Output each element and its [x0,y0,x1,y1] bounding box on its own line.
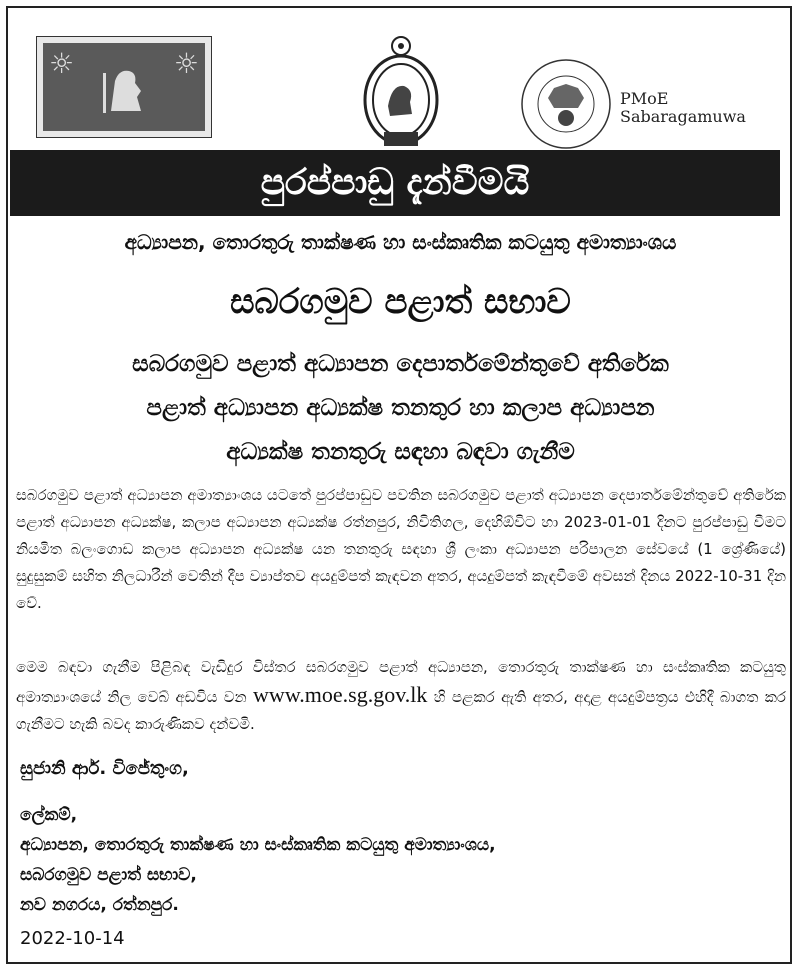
notice-heading [20,342,781,474]
sri-lanka-flag-image [36,36,212,138]
notice-paragraph-2 [16,654,786,738]
heading-line: සබරගමුව පළාත් අධ්‍යාපන දෙපාර්තමේන්තුවේ අතිරේක [132,351,669,377]
signer-name: සුජානි ආර්. විජේතුංග, [20,758,189,779]
signer-ministry: අධ්‍යාපන, තොරතුරු තාක්ෂණ හා සංස්කෘතික කටයුතු අමාත්‍යාංශය, [20,835,496,855]
pmoe-province: Sabaragamuwa [620,107,746,126]
notice-date: 2022-10-14 [20,928,125,949]
heading-line: පළාත් අධ්‍යාපන අධ්‍යක්ෂ තනතුර හා කලාප අධ්‍යාපන [146,395,655,421]
ministry-name: අධ්‍යාපන, තොරතුරු තාක්ෂණ හා සංස්කෘතික කටයුතු අමාත්‍යාංශය [124,230,677,254]
paragraph-text: හි පළකර ඇති අතර, අදාළ අයදුම්පත්‍රය එහිදී බාගත කර ගැනීමට හැකි බවද කාරුණිකව දන්වමි. [16,688,786,733]
paragraph-text: මෙම බඳවා ගැනීම පිළිබඳ වැඩිදුර විස්තර සබරගමුව පළාත් අධ්‍යාපන, තොරතුරු තාක්ෂණ හා සංස්කෘතික කටයුතු අමාත්‍යාංශයේ නිල වෙබ් අඩවිය වන [16,658,786,706]
national-emblem-icon [362,32,440,160]
signer-council: සබරගමුව පළාත් සභාව, [20,865,197,885]
heading-line: අධ්‍යක්ෂ තනතුරු සඳහා බඳවා ගැනීම [226,439,575,465]
signer-address: නව නගරය, රත්නපුර. [20,895,179,915]
provincial-council-title: සබරගමුව පළාත් සභාව [230,282,571,322]
sun-icon: ☼ [49,47,75,80]
sun-icon: ☼ [173,47,199,80]
pmoe-line: PMoE [620,89,669,108]
signature-block [20,800,496,920]
lion-icon [101,61,151,121]
vacancy-banner: පුරප්පාඩු දැන්වීමයි [10,150,780,216]
ministry-seal-icon [520,58,612,150]
notice-paragraph-1: සබරගමුව පළාත් අධ්‍යාපන අමාත්‍යාංශය යටතේ පුරප්පාඩුව පවතින සබරගමුව පළාත් අධ්‍යාපන දෙපාර්තමේන්තුවේ අතිරේක පළාත් අධ්‍යාපන අධ්‍යක්ෂ, කලාප අධ්‍යාපන අධ්‍යක්ෂ රත්නපුර, නිවිතිගල, දෙහිඕවිට හා 2023-01-01 දිනට පුරප්පාඩු වීමට නියමිත බලංගොඩ කලාප අධ්‍යාපන අධ්‍යක්ෂ යන තනතුරු සඳහා ශ්‍රී ලංකා අධ්‍යාපන පරිපාලන සේවයේ (1 ශ්‍රේණියේ) සුදුසුකම් සහිත නිලධාරීන් වෙතින් දීප ව්‍යාප්තව අයදුම්පත් කැඳවන අතර, අයදුම්පත් කැඳවීමේ අවසන් දිනය 2022-10-31 දින වේ. [16,486,786,612]
pmoe-wordmark [620,90,746,126]
website-link[interactable]: www.moe.sg.gov.lk [253,682,428,707]
logo-row [0,18,801,158]
signer-title: ලේකම්, [20,805,78,825]
